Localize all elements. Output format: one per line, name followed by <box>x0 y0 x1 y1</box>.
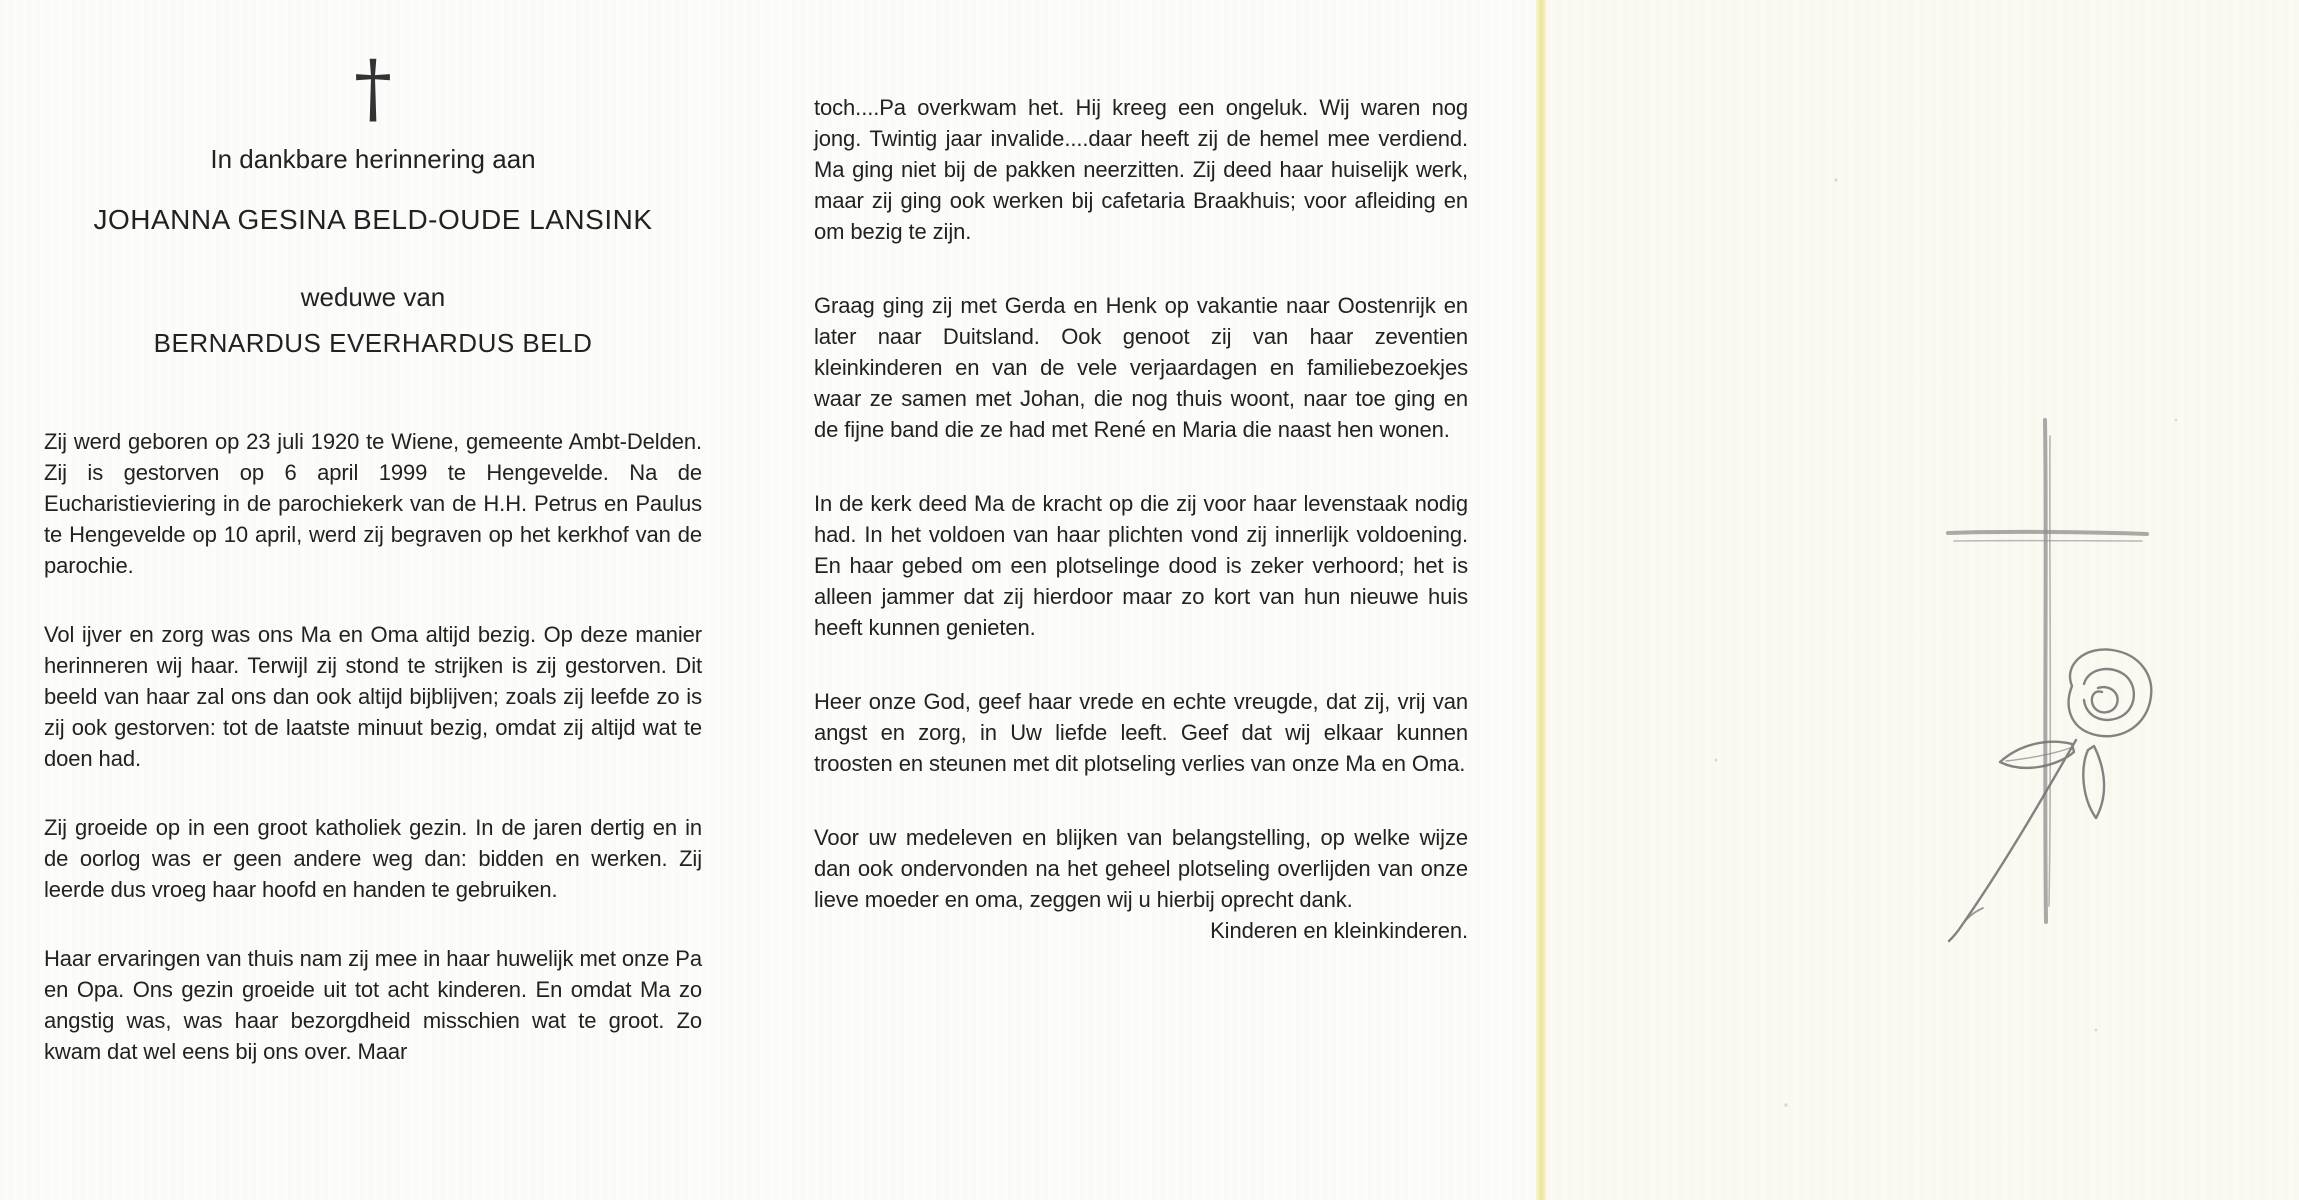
cross-and-rose-artwork <box>1536 0 2299 1200</box>
biography-left <box>44 426 702 1067</box>
paragraph-prayer: Heer onze God, geef haar vrede en echte vreugde, dat zij, vrij van angst en zorg, in Uw liefde leeft. Geef dat wij elkaar kunnen troosten en steunen met dit plotseling verlies van onze Ma en Oma. <box>814 689 1468 776</box>
left-column <box>44 43 702 1067</box>
cross-icon: † <box>354 43 392 132</box>
paragraph-upbringing: Zij groeide op in een groot katholiek gezin. In de jaren dertig en in de oorlog was er geen andere weg dan: bidden en werken. Zij leerde dus vroeg haar hoofd en handen te gebruiken. <box>44 815 702 902</box>
paragraph-accident: toch....Pa overkwam het. Hij kreeg een ongeluk. Wij waren nog jong. Twintig jaar invalide....daar heeft zij de hemel mee verdiend. Ma ging niet bij de pakken neerzitten. Zij deed haar huiselijk werk, maar zij ging ook werken bij cafetaria Braakhuis; voor afleiding en om bezig te zijn. <box>814 95 1468 244</box>
artwork-page <box>1546 0 2299 1200</box>
paragraph-holidays: Graag ging zij met Gerda en Henk op vakantie naar Oostenrijk en later naar Duitsland. Ook genoot zij van haar zeventien kleinkinderen en van de vele verjaardagen en familiebezoekjes waar ze samen met Johan, die nog thuis woont, naar toe ging en de fijne band die ze had met René en Maria die naast hen wonen. <box>814 293 1468 442</box>
paragraph-church: In de kerk deed Ma de kracht op die zij voor haar levenstaak nodig had. In het voldoen van haar plichten vond zij innerlijk voldoening. En haar gebed om een plotselinge dood is zeker verhoord; het is alleen jammer dat zij hierdoor maar zo kort van hun nieuwe huis heeft kunnen genieten. <box>814 491 1468 640</box>
paragraph-marriage: Haar ervaringen van thuis nam zij mee in haar huwelijk met onze Pa en Opa. Ons gezin groeide uit tot acht kinderen. En omdat Ma zo angstig was, was haar bezorgdheid misschien wat te groot. Zo kwam dat wel eens bij ons over. Maar <box>44 946 702 1064</box>
husband-name: BERNARDUS EVERHARDUS BELD <box>153 328 593 358</box>
relation-line: weduwe van <box>300 282 446 312</box>
paragraph-birth-death: Zij werd geboren op 23 juli 1920 te Wiene, gemeente Ambt-Delden. Zij is gestorven op 6 april 1999 te Hengevelde. Na de Eucharistieviering in de parochiekerk van de H.H. Petrus en Paulus te Hengevelde op 10 april, werd zij begraven op het kerkhof van de parochie. <box>44 429 702 578</box>
scan-speckles <box>1715 178 2178 1106</box>
paragraph-diligence: Vol ijver en zorg was ons Ma en Oma altijd bezig. Op deze manier herinneren wij haar. Terwijl zij stond te strijken is zij gestorven. Dit beeld van haar zal ons dan ook altijd bijblijven; zoals zij leefde zo is zij ook gestorven: tot de laatste minuut bezig, omdat zij altijd wat te doen had. <box>44 622 702 771</box>
deceased-name: JOHANNA GESINA BELD-OUDE LANSINK <box>93 204 653 235</box>
signature-line: Kinderen en kleinkinderen. <box>1210 918 1468 943</box>
paragraph-acknowledgement: Voor uw medeleven en blijken van belangstelling, op welke wijze dan ook ondervonden na het geheel plotseling overlijden van onze lieve moeder en oma, zeggen wij u hierbij oprecht dank. <box>814 825 1468 912</box>
middle-column <box>814 92 1468 946</box>
biography-middle <box>814 92 1468 946</box>
intro-line: In dankbare herinnering aan <box>210 144 536 174</box>
